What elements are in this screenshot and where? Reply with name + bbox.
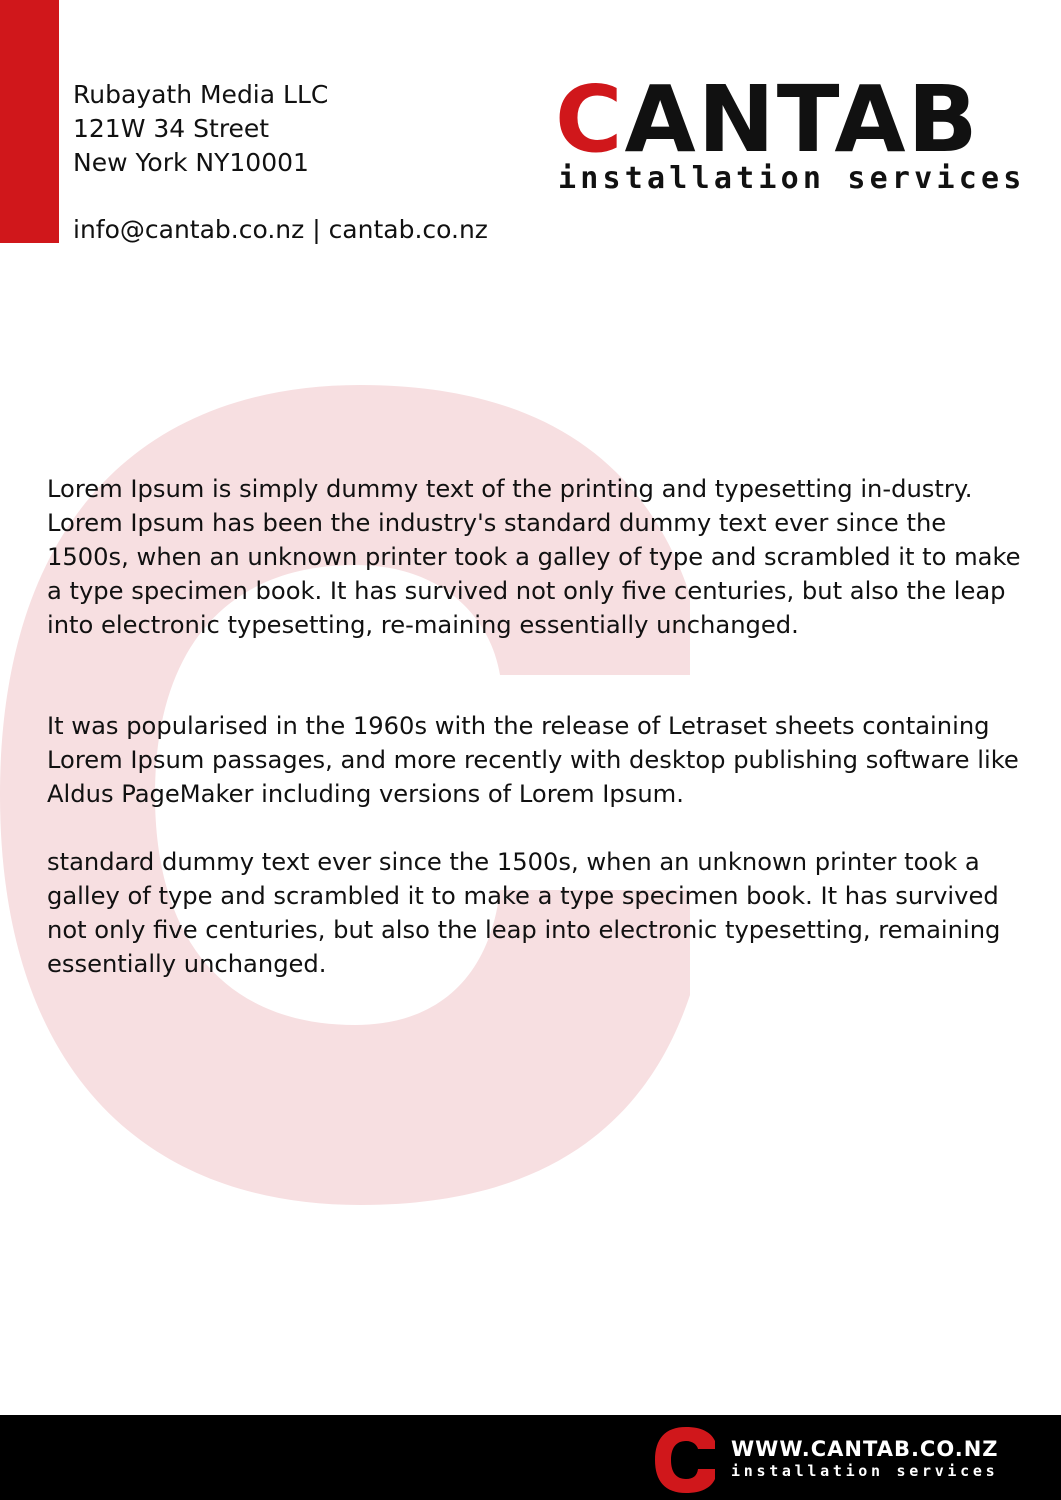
logo-first-letter: C [555, 66, 625, 173]
sender-company: Rubayath Media LLC [73, 80, 329, 109]
footer-tagline: installation services [731, 1462, 999, 1480]
footer-bar [0, 1415, 1061, 1500]
footer-url: WWW.CANTAB.CO.NZ [731, 1437, 999, 1461]
sender-street: 121W 34 Street [73, 114, 270, 143]
sender-city: New York NY10001 [73, 148, 309, 177]
sender-contact: info@cantab.co.nz | cantab.co.nz [73, 215, 488, 244]
sender-address [73, 78, 328, 180]
logo-tagline: installation services [558, 161, 1026, 196]
body-paragraph: standard dummy text ever since the 1500s, when an unknown printer took a galley of type and scrambled it to make a type specimen book. It has survived not only five centuries, but also the leap into electronic typesetting, remaining essentially unchanged. [47, 848, 1001, 978]
cantab-logo [555, 66, 1026, 196]
body-paragraph: Lorem Ipsum is simply dummy text of the printing and typesetting in-dustry. Lorem Ipsum has been the industry's standard dummy text ever since the 1500s, when an unknown printer took a galley of type and scrambled it to make a type specimen book. It has survived not only five centuries, but also the leap into electronic typesetting, re-maining essentially unchanged. [47, 475, 1021, 639]
logo-rest-letters: ANTAB [624, 66, 980, 173]
logo-wordmark [555, 66, 980, 173]
c-letter-icon [655, 1427, 717, 1493]
letter-body [47, 472, 1022, 981]
left-accent-bar [0, 0, 59, 243]
body-paragraph: It was popularised in the 1960s with the release of Letraset sheets containing Lorem Ipsum passages, and more recently with desktop publishing software like Aldus PageMaker including versions of Lorem Ipsum. [47, 712, 1019, 808]
